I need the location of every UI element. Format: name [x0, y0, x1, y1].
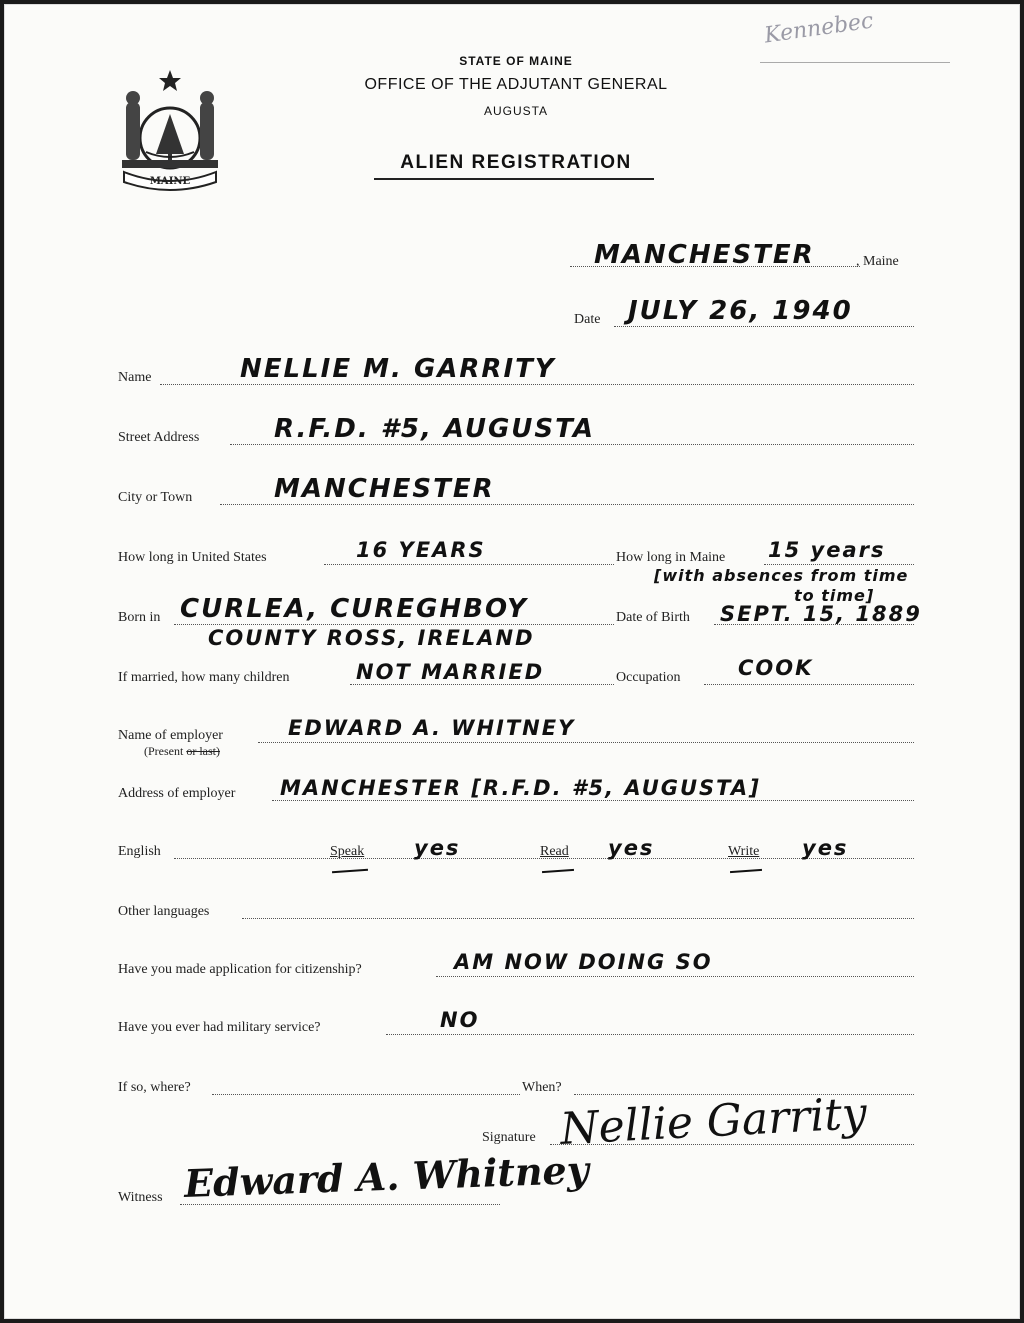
title-underline — [374, 178, 654, 180]
employer-address-value: MANCHESTER [R.F.D. #5, AUGUSTA] — [280, 776, 761, 800]
employer-label: Name of employer — [118, 728, 223, 743]
us-time-label: How long in United States — [118, 550, 267, 565]
speak-value: yes — [414, 836, 461, 860]
signature-label: Signature — [482, 1130, 536, 1145]
maine-time-value: 15 years — [768, 538, 886, 562]
read-label: Read — [540, 844, 569, 859]
citizenship-line — [436, 976, 914, 977]
speak-check-mark — [332, 869, 368, 874]
registration-form — [4, 4, 1020, 1319]
born-value: CURLEA, CUREGHBOY — [180, 594, 529, 624]
write-check-mark — [730, 869, 762, 873]
military-label: Have you ever had military service? — [118, 1020, 321, 1035]
header-office: OFFICE OF THE ADJUTANT GENERAL — [364, 76, 668, 93]
town-value: MANCHESTER — [594, 240, 815, 270]
street-line — [230, 444, 914, 445]
born-value-line2: COUNTY ROSS, IRELAND — [208, 626, 535, 650]
where-line — [212, 1094, 520, 1095]
speak-label: Speak — [330, 844, 365, 859]
read-value: yes — [608, 836, 655, 860]
born-line — [174, 624, 614, 625]
employer-address-label: Address of employer — [118, 786, 236, 801]
us-time-line — [324, 564, 614, 565]
other-languages-line — [242, 918, 914, 919]
date-line — [614, 326, 914, 327]
citizenship-value: AM NOW DOING SO — [454, 950, 713, 974]
born-label: Born in — [118, 610, 161, 625]
header-city: AUGUSTA — [483, 104, 549, 118]
city-label: City or Town — [118, 490, 193, 505]
maine-time-note-1: [with absences from time — [654, 566, 909, 585]
maine-time-line — [764, 564, 914, 565]
dob-label: Date of Birth — [616, 610, 690, 625]
military-line — [386, 1034, 914, 1035]
employer-line — [258, 742, 914, 743]
english-label: English — [118, 844, 161, 859]
when-label: When? — [522, 1080, 562, 1095]
dob-value: SEPT. 15, 1889 — [720, 602, 922, 626]
town-label: , Maine — [856, 254, 899, 269]
form-title: ALIEN REGISTRATION — [400, 152, 632, 173]
maine-time-note-2: to time] — [794, 586, 875, 605]
read-check-mark — [542, 869, 574, 873]
name-value: NELLIE M. GARRITY — [240, 354, 556, 384]
corner-pencil-note: Kennebec — [762, 8, 875, 49]
date-value: JULY 26, 1940 — [628, 296, 853, 326]
signature-value: Nellie Garrity — [558, 1088, 868, 1155]
street-label: Street Address — [118, 430, 200, 445]
witness-label: Witness — [118, 1190, 163, 1205]
occupation-value: COOK — [738, 656, 814, 680]
children-label: If married, how many children — [118, 670, 290, 685]
city-line — [220, 504, 914, 505]
header-state: STATE OF MAINE — [459, 54, 573, 68]
occupation-line — [704, 684, 914, 685]
city-value: MANCHESTER — [274, 474, 495, 504]
witness-value: Edward A. Whitney — [183, 1146, 590, 1207]
employer-value: EDWARD A. WHITNEY — [288, 716, 576, 740]
children-value: NOT MARRIED — [356, 660, 545, 684]
occupation-label: Occupation — [616, 670, 681, 685]
citizenship-label: Have you made application for citizenship? — [118, 962, 362, 977]
date-label: Date — [574, 312, 601, 327]
name-label: Name — [118, 370, 152, 385]
other-languages-label: Other languages — [118, 904, 210, 919]
name-line — [160, 384, 914, 385]
seal-banner-text: MAINE — [149, 176, 191, 187]
children-line — [350, 684, 614, 685]
military-value: NO — [440, 1008, 480, 1032]
write-label: Write — [728, 844, 760, 859]
where-label: If so, where? — [118, 1080, 191, 1095]
maine-time-label: How long in Maine — [616, 550, 726, 565]
us-time-value: 16 YEARS — [356, 538, 486, 562]
employer-address-line — [272, 800, 914, 801]
street-value: R.F.D. #5, AUGUSTA — [274, 414, 595, 444]
employer-sublabel: (Present or last) — [144, 744, 220, 758]
write-value: yes — [802, 836, 849, 860]
